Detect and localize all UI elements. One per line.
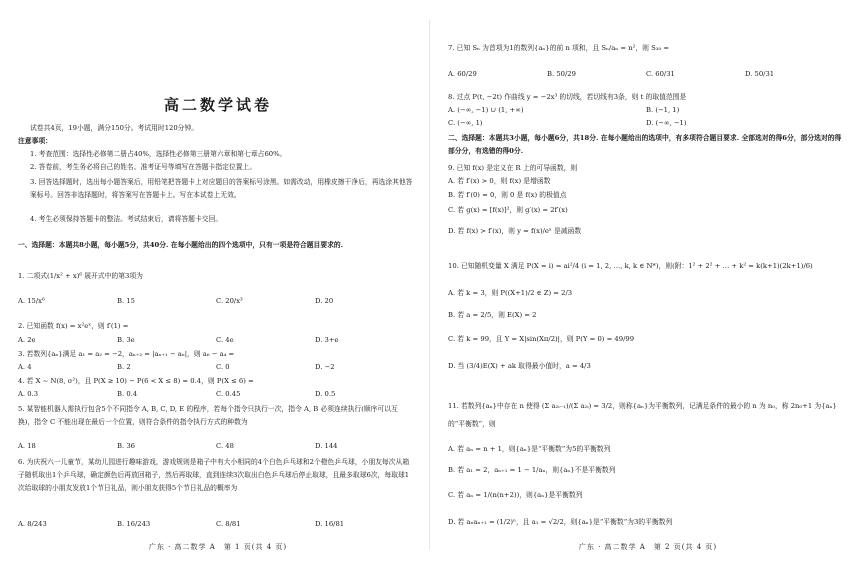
q10-option-d: D. 当 (3/4)E(X) + ak 取得最小值时，a = 4/3 bbox=[448, 362, 591, 370]
q6-option-c: C. 8/81 bbox=[216, 520, 241, 528]
question-3-options bbox=[18, 363, 414, 371]
question-4: 4. 若 X ~ N(8, σ²)，且 P(X ≥ 10) − P(6 < X ≤ 8) = 0.4，则 P(X ≤ 6) = bbox=[18, 377, 254, 385]
q9-option-b: B. 若 f′(0) = 0，则 0 是 f(x) 的极值点 bbox=[448, 191, 567, 199]
q7-option-a: A. 60/29 bbox=[448, 70, 477, 78]
q5-option-d: D. 144 bbox=[315, 442, 338, 450]
q4-option-c: C. 0.45 bbox=[216, 390, 241, 398]
q8-option-d: D. (−∞, −1) bbox=[646, 119, 687, 127]
q7-option-d: D. 50/31 bbox=[745, 70, 775, 78]
question-5: 5. 某智能机器人需执行包含5个不同指令 A, B, C, D, E 的程序，若每个指令只执行一次，指令 A, B 必须连续执行(顺序可以互换)，指令 C 不能出现在最后一个位置，则符合条件的指令执行方式的种数为 bbox=[18, 405, 398, 426]
question-4-options bbox=[18, 390, 414, 398]
section-1-heading: 一、选择题：本题共8小题，每小题5分，共40分. 在每小题给出的四个选项中，只有一项是符合题目要求的. bbox=[18, 241, 344, 249]
q1-option-b: B. 15 bbox=[117, 297, 135, 305]
question-11: 11. 若数列{aₙ}中存在 n 使得 (Σ a₂ᵢ₋₁)/(Σ a₂ᵢ) = 3/2，则称{aₙ}为平衡数列，记满足条件的最小的 n 为 n₀，称 2n₀+1 为{aₙ}的“平衡数”，则 bbox=[448, 402, 837, 428]
note-3: 3. 回答选择题时，选出每小题答案后，用铅笔把答题卡上对应题目的答案标号涂黑。如需改动，用橡皮擦干净后，再选涂其他答案标号。回答非选择题时，将答案写在答题卡上。写在本试卷上无效。 bbox=[30, 178, 413, 199]
q5-option-c: C. 48 bbox=[216, 442, 234, 450]
q4-option-b: B. 0.4 bbox=[117, 390, 138, 398]
q2-option-c: C. 4e bbox=[216, 336, 234, 344]
q3-option-a: A. 4 bbox=[18, 363, 32, 371]
q8-option-c: C. (−∞, 1) bbox=[448, 119, 483, 127]
question-5-options bbox=[18, 442, 414, 450]
question-10: 10. 已知随机变量 X 满足 P(X = i) = ai²/4 (i = 1, 2, …, k, k ∈ N*)，则(附：1² + 2² + … + k² = k(k+1)(2k+1)/6) bbox=[448, 262, 813, 270]
note-1: 1. 考查范围：选择性必修第二册占40%，选择性必修第三册第六章和第七章占60%。 bbox=[30, 150, 287, 158]
q9-option-c: C. 若 g(x) = [f(x)]²，则 g′(x) = 2f′(x) bbox=[448, 206, 568, 214]
q9-option-a: A. 若 f′(x) > 0，则 f(x) 是增函数 bbox=[448, 177, 551, 185]
q2-option-a: A. 2e bbox=[18, 336, 36, 344]
question-6-options bbox=[18, 520, 414, 528]
q7-option-b: B. 50/29 bbox=[547, 70, 576, 78]
notes-title: 注意事项： bbox=[18, 137, 52, 145]
q4-option-a: A. 0.3 bbox=[18, 390, 39, 398]
q10-option-a: A. 若 k = 3，则 P((X+1)/2 ∈ Z) = 2/3 bbox=[448, 289, 573, 297]
q9-option-d: D. 若 f(x) > f′(x)，则 y = f(x)/eˣ 是减函数 bbox=[448, 227, 582, 235]
q3-option-d: D. −2 bbox=[315, 363, 335, 371]
page-1 bbox=[18, 0, 418, 571]
question-8-options-row-2 bbox=[448, 119, 844, 127]
q10-option-c: C. 若 k = 99，且 Y = X|sin(Xπ/2)|，则 P(Y = 0) = 49/99 bbox=[448, 335, 635, 343]
q6-option-a: A. 8/243 bbox=[18, 520, 47, 528]
q10-option-b: B. 若 a = 2/5，则 E(X) = 2 bbox=[448, 311, 537, 319]
question-7-options bbox=[448, 70, 844, 78]
q6-option-b: B. 16/243 bbox=[117, 520, 151, 528]
q5-option-a: A. 18 bbox=[18, 442, 36, 450]
q4-option-d: D. 0.5 bbox=[315, 390, 336, 398]
question-9: 9. 已知 f(x) 是定义在 R 上的可导函数，则 bbox=[448, 164, 578, 172]
q11-option-b: B. 若 a₁ = 2，aₙ₊₁ = 1 − 1/aₙ，则{aₙ}不是平衡数列 bbox=[448, 466, 616, 474]
q8-option-b: B. (−1, 1) bbox=[646, 106, 680, 114]
question-1-options bbox=[18, 297, 414, 305]
q1-option-d: D. 20 bbox=[315, 297, 334, 305]
q5-option-b: B. 36 bbox=[117, 442, 135, 450]
page-2-footer: 广东 · 高二数学 A 第 2 页(共 4 页) bbox=[578, 543, 718, 551]
page-2 bbox=[448, 0, 848, 571]
q7-option-c: C. 60/31 bbox=[646, 70, 675, 78]
page-1-footer: 广东 · 高二数学 A 第 1 页(共 4 页) bbox=[148, 543, 288, 551]
question-6: 6. 为庆祝六一儿童节，某幼儿园进行趣味游戏，游戏规则是箱子中有大小相同的4个白色乒乓球和2个橙色乒乓球，小朋友每次从箱子随机取出1个乒乓球，确定颜色后再放回箱子，然后再取球，直到连续3次取出白色乒乓球后停止取球，且最多取球6次，每取球1次给取球的小朋友发放1个节日礼品，则小朋友获得5个节日礼品的概率为 bbox=[18, 458, 410, 492]
question-8: 8. 过点 P(t, −2t) 作曲线 y = −2x³ 的切线，若切线有3条，则 t 的取值范围是 bbox=[448, 93, 687, 101]
q11-option-a: A. 若 aₙ = n + 1，则{aₙ}是“平衡数”为5的平衡数列 bbox=[448, 445, 611, 453]
q11-option-c: C. 若 aₙ = 1/(n(n+2))，则{aₙ}是平衡数列 bbox=[448, 491, 583, 499]
question-2: 2. 已知函数 f(x) = x²eˣ，则 f′(1) = bbox=[18, 322, 129, 330]
q6-option-d: D. 16/81 bbox=[315, 520, 345, 528]
question-1: 1. 二项式(1/x² + x)⁶ 展开式中的第3项为 bbox=[18, 272, 143, 280]
q2-option-b: B. 3e bbox=[117, 336, 135, 344]
q11-option-d: D. 若 aₙaₙ₊₁ = (1/2)ⁿ，且 a₁ = √2/2，则{aₙ}是“平衡数”为3的平衡数列 bbox=[448, 518, 673, 526]
exam-intro: 试卷共4页，19小题，满分150分。考试用时120分钟。 bbox=[30, 124, 199, 132]
question-3: 3. 若数列{aₙ}满足 a₁ = a₂ = −2，aₙ₊₂ = |aₙ₊₁ − aₙ|，则 a₆ − a₄ = bbox=[18, 350, 235, 358]
q1-option-c: C. 20/x³ bbox=[216, 297, 243, 305]
page-divider bbox=[429, 20, 430, 550]
note-2: 2. 答卷前，考生务必将自己的姓名、准考证号等填写在答题卡指定位置上。 bbox=[30, 163, 257, 171]
q3-option-c: C. 0 bbox=[216, 363, 230, 371]
question-7: 7. 已知 Sₙ 为首项为1的数列{aₙ}的前 n 项和，且 Sₙ/aₙ = n²，则 S₃₀ = bbox=[448, 44, 670, 52]
exam-title: 高二数学试卷 bbox=[163, 96, 272, 114]
question-2-options bbox=[18, 336, 414, 344]
section-2-heading: 二、选择题：本题共3小题，每小题6分，共18分. 在每小题给出的选项中，有多项符合题目要求. 全部选对的得6分，部分选对的得部分分，有选错的得0分. bbox=[448, 134, 842, 155]
question-8-options-row-1 bbox=[448, 106, 844, 114]
q3-option-b: B. 2 bbox=[117, 363, 131, 371]
q2-option-d: D. 3+e bbox=[315, 336, 339, 344]
q1-option-a: A. 15/x⁶ bbox=[18, 297, 45, 305]
note-4: 4. 考生必须保持答题卡的整洁。考试结束后，请将答题卡交回。 bbox=[30, 215, 223, 223]
q8-option-a: A. (−∞, −1) ∪ (1, +∞) bbox=[448, 106, 524, 114]
